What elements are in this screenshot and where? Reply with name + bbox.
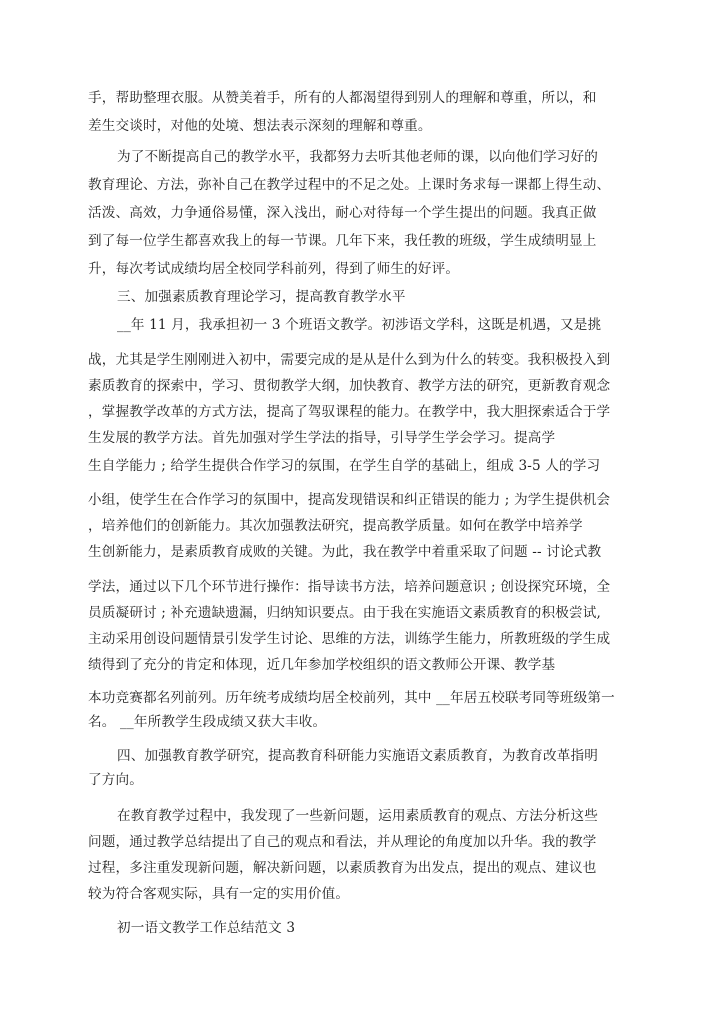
paragraph-line: 手，帮助整理衣服。从赞美着手，所有的人都渴望得到别人的理解和尊重，所以，和	[88, 90, 597, 106]
paragraph-line: 为了不断提高自己的教学水平，我都努力去听其他老师的课，以向他们学习好的	[117, 149, 599, 165]
paragraph-line: ，培养他们的创新能力。其次加强教法研究，提高教学质量。如何在教学中培养学	[88, 518, 583, 534]
paragraph-line: ，掌握教学改革的方式方法，提高了驾驭课程的能力。在教学中，我大胆探索适合于学	[88, 404, 611, 420]
section-heading: 三、加强素质教育理论学习，提高教育教学水平	[117, 289, 406, 305]
paragraph-line: 名。 __年所教学生段成绩又获大丰收。	[88, 714, 327, 730]
paragraph-line: 主动采用创设问题情景引发学生讨论、思维的方法，训练学生能力，所教班级的学生成	[88, 631, 611, 647]
paragraph-line: 升，每次考试成绩均居全校同学科前列，得到了师生的好评。	[88, 261, 460, 277]
paragraph-line: 素质教育的探索中，学习、贯彻教学大纲，加快教育、教学方法的研究，更新教育观念	[88, 378, 611, 394]
paragraph-line: 较为符合客观实际，具有一定的实用价值。	[88, 886, 350, 902]
paragraph-line: 生创新能力，是素质教育成败的关键。为此，我在教学中着重采取了问题 -- 讨论式教	[88, 544, 602, 560]
paragraph-line: 本功竞赛都名列前列。历年统考成绩均居全校前列，其中 __年居五校联考同等班级第一	[88, 690, 615, 706]
paragraph-line: 绩得到了充分的肯定和体现，近几年参加学校组织的语文教师公开课、教学基	[88, 657, 556, 673]
paragraph-line: 问题，通过教学总结提出了自己的观点和看法，并从理论的角度加以升华。我的教学	[88, 834, 597, 850]
paragraph-line: 教育理论、方法，弥补自己在教学过程中的不足之处。上课时务求每一课都上得生动、	[88, 177, 611, 193]
paragraph-line: 生发展的教学方法。首先加强对学生学法的指导，引导学生学会学习。提高学	[88, 430, 556, 446]
paragraph-line: 到了每一位学生都喜欢我上的每一节课。几年下来，我任教的班级，学生成绩明显上	[88, 233, 597, 249]
paragraph-line: 生自学能力 ; 给学生提供合作学习的氛围，在学生自学的基础上，组成 3-5 人的学习	[88, 458, 601, 474]
paragraph-line: 了方向。	[88, 772, 143, 788]
paragraph-line: 学法，通过以下几个环节进行操作：指导读书方法，培养问题意识 ; 创设探究环境，全	[88, 579, 611, 595]
paragraph-line: __年 11 月，我承担初一 3 个班语文教学。初涉语文学科，这既是机遇，又是挑	[117, 317, 602, 333]
section-heading: 四、加强教育教学研究，提高教育科研能力实施语文素质教育，为教育改革指明	[117, 748, 599, 764]
section-title: 初一语文教学工作总结范文 3	[117, 920, 296, 936]
paragraph-line: 员质凝研讨 ; 补充遗缺遗漏，归纳知识要点。由于我在实施语文素质教育的积极尝试,	[88, 605, 601, 621]
paragraph-line: 过程，多注重发现新问题，解决新问题，以素质教育为出发点，提出的观点、建议也	[88, 860, 597, 876]
paragraph-line: 活泼、高效，力争通俗易懂，深入浅出，耐心对待每一个学生提出的问题。我真正做	[88, 205, 597, 221]
paragraph-line: 战，尤其是学生刚刚进入初中，需要完成的是从是什么到为什么的转变。我积极投入到	[88, 352, 611, 368]
paragraph-line: 小组，使学生在合作学习的氛围中，提高发现错误和纠正错误的能力 ; 为学生提供机会	[88, 492, 611, 508]
paragraph-line: 在教育教学过程中，我发现了一些新问题，运用素质教育的观点、方法分析这些	[117, 808, 599, 824]
paragraph-line: 差生交谈时，对他的处境、想法表示深刻的理解和尊重。	[88, 118, 432, 134]
